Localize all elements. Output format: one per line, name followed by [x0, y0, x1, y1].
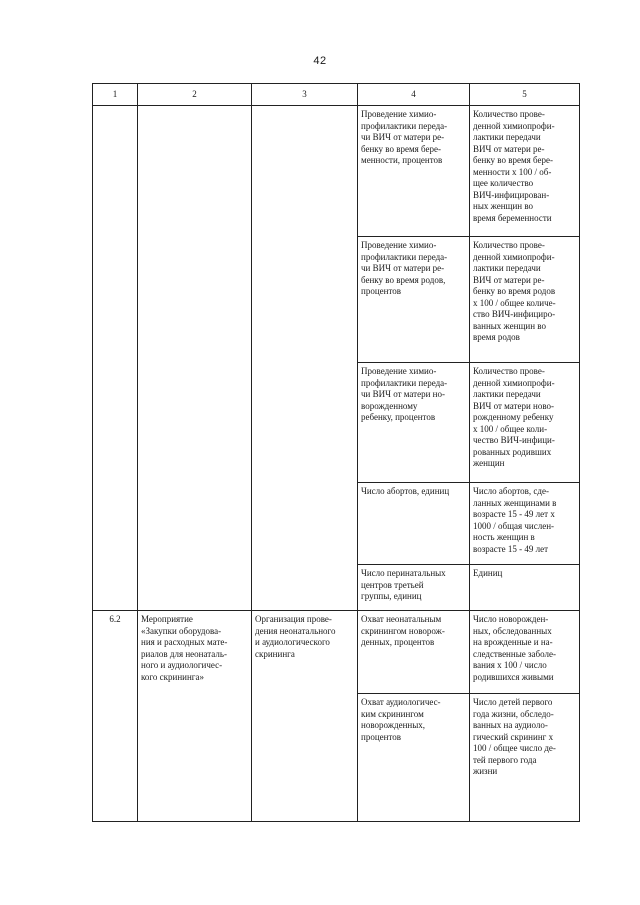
table-header-row: [93, 84, 580, 106]
table-row: [93, 106, 580, 237]
page-number: 42: [313, 55, 327, 67]
column-header: 3: [252, 84, 358, 106]
indicator-cell: Проведение химио- профилактики переда- чи ВИЧ от матери ре- бенку во время родов, процентов: [358, 237, 470, 363]
indicators-table: [92, 83, 580, 822]
formula-cell: Единиц: [470, 565, 580, 611]
item-number-cell: 6.2: [93, 611, 138, 822]
column-header: 1: [93, 84, 138, 106]
empty-number-cell: [93, 106, 138, 611]
formula-cell: Число детей первого года жизни, обследо- ванных на аудиоло- гический скрининг х 100 / общее число де- тей первого года жизни: [470, 694, 580, 822]
table-row: [93, 611, 580, 694]
measure-cell: Мероприятие «Закупки оборудова- ния и расходных мате- риалов для неонаталь- ного и аудиологичес- кого скрининга»: [138, 611, 252, 822]
indicator-cell: Проведение химио- профилактики переда- чи ВИЧ от матери но- ворожденному ребенку, процентов: [358, 363, 470, 483]
column-header: 4: [358, 84, 470, 106]
result-cell: Организация прове- дения неонатального и аудиологического скрининга: [252, 611, 358, 822]
column-header: 5: [470, 84, 580, 106]
indicator-cell: Число перинатальных центров третьей группы, единиц: [358, 565, 470, 611]
empty-result-cell: [252, 106, 358, 611]
formula-cell: Число абортов, сде- ланных женщинами в возрасте 15 - 49 лет х 1000 / общая числен- ность женщин в возрасте 15 - 49 лет: [470, 483, 580, 565]
indicator-cell: Охват аудиологичес- ким скринингом новорожденных, процентов: [358, 694, 470, 822]
indicator-cell: Проведение химио- профилактики переда- чи ВИЧ от матери ре- бенку во время бере- менности, процентов: [358, 106, 470, 237]
formula-cell: Количество прове- денной химиопрофи- лактики передачи ВИЧ от матери ре- бенку во время бере- менности х 100 / об- щее количество ВИЧ-инфицирован- ных женщин во время беременности: [470, 106, 580, 237]
formula-cell: Количество прове- денной химиопрофи- лактики передачи ВИЧ от матери ре- бенку во время родов х 100 / общее количе- ство ВИЧ-инфициро- ванных женщин во время родов: [470, 237, 580, 363]
formula-cell: Количество прове- денной химиопрофи- лактики передачи ВИЧ от матери ново- рожденному ребенку х 100 / общее коли- чество ВИЧ-инфици- рованных родивших женщин: [470, 363, 580, 483]
indicator-cell: Охват неонатальным скринингом новорож- денных, процентов: [358, 611, 470, 694]
formula-cell: Число новорожден- ных, обследованных на врожденные и на- следственные заболе- вания х 100 / число родившихся живыми: [470, 611, 580, 694]
indicator-cell: Число абортов, единиц: [358, 483, 470, 565]
column-header: 2: [138, 84, 252, 106]
empty-measure-cell: [138, 106, 252, 611]
